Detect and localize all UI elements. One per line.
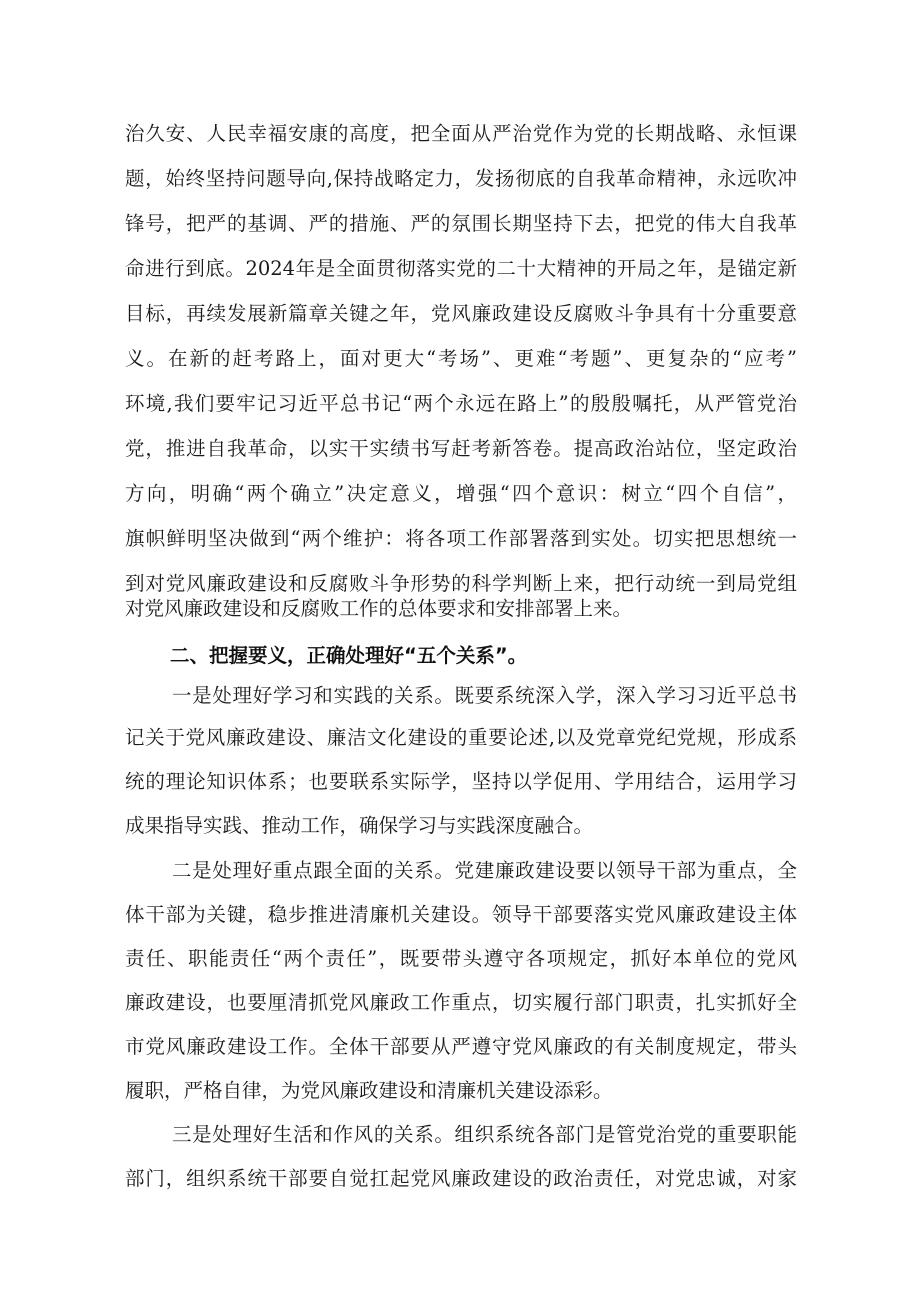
section-heading: 二、把握要义，正确处理好“五个关系”。 (170, 644, 528, 667)
para4-line-1: 三是处理好生活和作风的关系。组织系统各部门是管党治党的重要职能 (172, 1123, 797, 1146)
para1-line-11: 到对党风廉政建设和反腐败斗争形势的科学判断上来，把行动统一到局党组 (125, 572, 797, 595)
para3-line-3: 责任、职能责任“两个责任”，既要带头遵守各项规定，抓好本单位的党风 (125, 947, 797, 970)
para1-line-8: 党，推进自我革命，以实干实绩书写赶考新答卷。提高政治站位，坚定政治 (125, 437, 797, 460)
para3-line-1: 二是处理好重点跟全面的关系。党建廉政建设要以领导干部为重点，全 (172, 859, 797, 882)
para3-line-6: 履职，严格自律，为党风廉政建设和清廉机关建设添彩。 (125, 1079, 613, 1102)
para1-line-10: 旗帜鲜明坚决做到“两个维护：将各项工作部署落到实处。切实把思想统一 (125, 527, 797, 550)
para1-line-12: 对党风廉政建设和反腐败工作的总体要求和安排部署上来。 (125, 597, 633, 620)
para4-line-2: 部门，组织系统干部要自觉扛起党风廉政建设的政治责任，对党忠诚，对家 (125, 1167, 797, 1190)
para1-line-4: 命进行到底。2024年是全面贯彻落实党的二十大精神的开局之年，是锚定新 (125, 257, 797, 280)
para2-line-3: 统的理论知识体系；也要联系实际学，坚持以学促用、学用结合，运用学习 (125, 770, 797, 793)
para1-line-5: 目标，再续发展新篇章关键之年，党风廉政建设反腐败斗争具有十分重要意 (125, 302, 797, 325)
para2-line-2: 记关于党风廉政建设、廉洁文化建设的重要论述,以及党章党纪党规，形成系 (125, 726, 797, 749)
para1-line-7: 环境,我们要牢记习近平总书记“两个永远在路上”的殷殷嘱托，从严管党治 (125, 392, 797, 415)
para1-line-2: 题，始终坚持问题导向,保持战略定力，发扬彻底的自我革命精神，永远吹冲 (125, 167, 797, 190)
para1-line-3: 锋号，把严的基调、严的措施、严的氛围长期坚持下去，把党的伟大自我革 (125, 212, 797, 235)
para1-line-1: 治久安、人民幸福安康的高度，把全面从严治党作为党的长期战略、永恒课 (125, 122, 797, 145)
para1-line-6: 义。在新的赶考路上，面对更大“考场”、更难“考题”、更复杂的“应考” (125, 347, 797, 370)
para3-line-5: 市党风廉政建设工作。全体干部要从严遵守党风廉政的有关制度规定，带头 (125, 1035, 797, 1058)
para2-line-1: 一是处理好学习和实践的关系。既要系统深入学，深入学习习近平总书 (172, 684, 797, 707)
para3-line-4: 廉政建设，也要厘清抓党风廉政工作重点，切实履行部门职责，扎实抓好全 (125, 991, 797, 1014)
para3-line-2: 体干部为关键，稳步推进清廉机关建设。领导干部要落实党风廉政建设主体 (125, 903, 797, 926)
para2-line-4: 成果指导实践、推动工作，确保学习与实践深度融合。 (125, 814, 594, 837)
para1-line-9: 方向，明确“两个确立”决定意义，增强“四个意识：树立“四个自信”， (125, 482, 797, 505)
